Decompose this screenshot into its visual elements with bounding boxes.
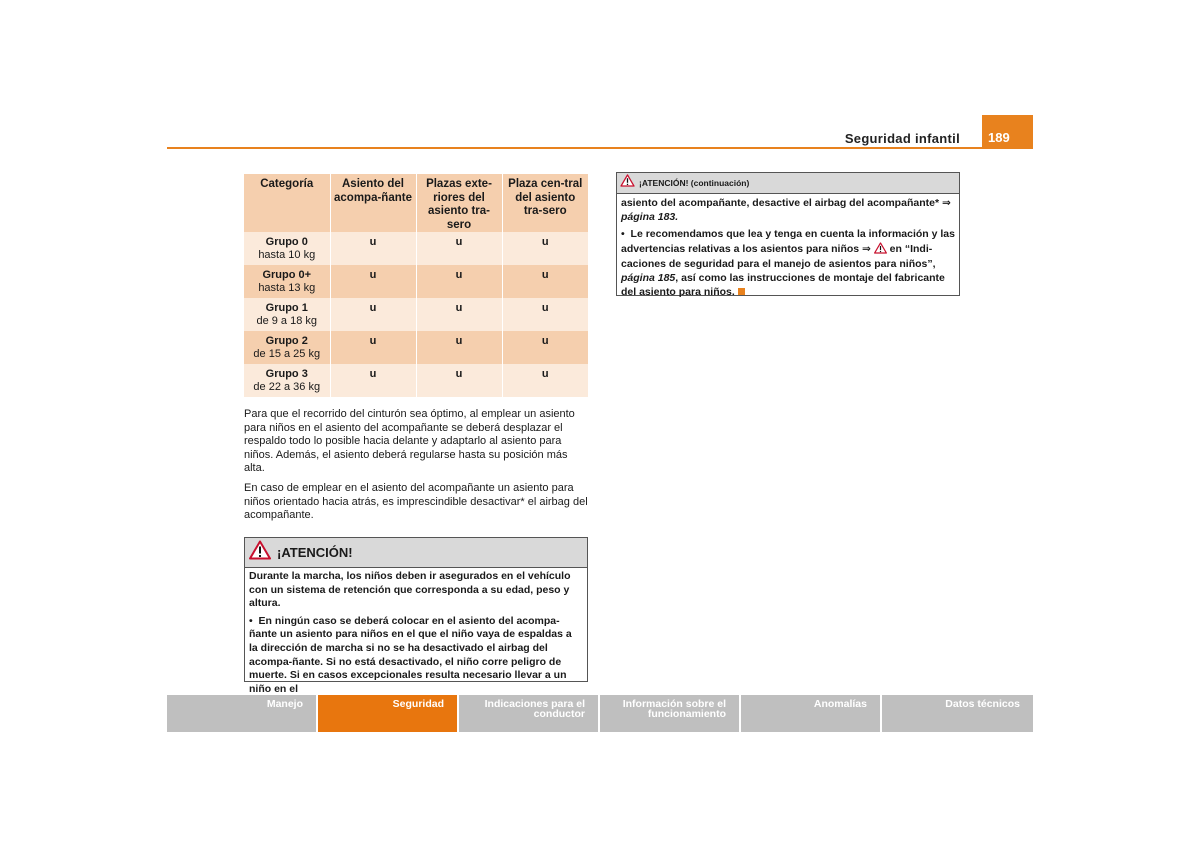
group-name: Grupo 0+ <box>262 269 312 281</box>
page-reference-link[interactable]: ⇒ página 183. <box>621 197 951 223</box>
table-cell-category <box>244 265 330 298</box>
warning-title: ¡ATENCIÓN! (continuación) <box>639 178 750 188</box>
child-seat-category-table <box>244 174 588 397</box>
table-row <box>244 331 588 364</box>
warning-text-part: asiento del acompañante, desactive el airbag del acompañante* <box>621 197 940 209</box>
group-weight: hasta 10 kg <box>258 249 316 261</box>
table-row <box>244 232 588 265</box>
table-cell-mark: u <box>502 265 588 298</box>
nav-tab-seguridad[interactable]: Seguridad <box>318 695 457 732</box>
group-name: Grupo 3 <box>265 368 308 380</box>
table-cell-mark: u <box>330 364 416 397</box>
section-title: Seguridad infantil <box>844 131 960 146</box>
table-row <box>244 265 588 298</box>
warning-text-part: , así como las instrucciones de montaje del fabricante del asiento para niños. <box>621 271 945 298</box>
nav-tab-manejo[interactable]: Manejo <box>167 695 316 732</box>
table-cell-mark: u <box>502 298 588 331</box>
table-cell-mark: u <box>416 298 502 331</box>
chapter-navigation <box>167 695 1033 732</box>
table-row <box>244 298 588 331</box>
table-cell-mark: u <box>502 331 588 364</box>
warning-text: En ningún caso se deberá colocar en el asiento del acompa-ñante un asiento para niños en el que el niño vaya de espaldas a la dirección de marcha si no se ha desactivado el airbag del acompa-ñante. Si no está desactivado, el niño corre peligro de muerte. Si en casos excepcionales resulta necesario llevar a un niño en el <box>249 614 572 695</box>
group-weight: de 9 a 18 kg <box>256 315 318 327</box>
table-cell-category <box>244 331 330 364</box>
table-row <box>244 364 588 397</box>
warning-header <box>245 538 587 568</box>
table-cell-category <box>244 364 330 397</box>
warning-triangle-icon <box>249 540 271 565</box>
warning-body <box>245 568 587 702</box>
table-cell-mark: u <box>416 232 502 265</box>
table-header-rear-outer: Plazas exte-riores del asiento tra-sero <box>416 174 502 232</box>
warning-box-continuation <box>616 172 960 296</box>
table-cell-category <box>244 232 330 265</box>
warning-box <box>244 537 588 695</box>
warning-header <box>617 173 959 194</box>
page-number: 189 <box>982 115 1033 149</box>
group-weight: de 15 a 25 kg <box>253 348 321 360</box>
table-cell-mark: u <box>416 364 502 397</box>
table-cell-mark: u <box>416 265 502 298</box>
group-weight: de 22 a 36 kg <box>253 381 321 393</box>
group-name: Grupo 1 <box>265 302 308 314</box>
table-cell-mark: u <box>502 232 588 265</box>
warning-text: Durante la marcha, los niños deben ir asegurados en el vehículo con un sistema de retención que corresponda a su edad, peso y altura. <box>249 570 571 610</box>
group-name: Grupo 2 <box>265 335 308 347</box>
header-divider <box>167 147 1033 149</box>
table-cell-mark: u <box>330 232 416 265</box>
warning-bullet-item <box>249 615 583 697</box>
warning-title: ¡ATENCIÓN! <box>277 545 353 560</box>
end-marker-icon <box>738 288 745 295</box>
page-reference-link[interactable]: página 185 <box>621 271 676 284</box>
table-cell-category <box>244 298 330 331</box>
table-cell-mark: u <box>502 364 588 397</box>
table-header-category: Categoría <box>244 174 330 232</box>
group-name: Grupo 0 <box>265 236 308 248</box>
bullet: • <box>249 614 253 627</box>
table-cell-mark: u <box>330 265 416 298</box>
table-cell-mark: u <box>330 298 416 331</box>
warning-bullet-item <box>621 228 955 299</box>
nav-tab-anomalias[interactable]: Anomalías <box>741 695 880 732</box>
warning-triangle-icon <box>874 242 887 259</box>
warning-text-part: en “Indi-caciones de seguridad para el manejo de asientos para niños”, <box>621 242 936 271</box>
table-header-rear-center: Plaza cen-tral del asiento tra-sero <box>502 174 588 232</box>
warning-body <box>617 194 959 306</box>
nav-tab-informacion[interactable]: Información sobre el funcionamiento <box>600 695 739 732</box>
table-header-front-passenger: Asiento del acompa-ñante <box>330 174 416 232</box>
warning-text-part: Le recomendamos que lea y tenga en cuenta la información y las advertencias relativas a los asientos para niños ⇒ <box>621 228 955 255</box>
bullet: • <box>621 228 625 241</box>
body-paragraph: Para que el recorrido del cinturón sea óptimo, al emplear un asiento para niños en el asiento del acompañante se deberá desplazar el respaldo todo lo posible hacia delante y adaptarlo al asiento para niños. Además, el asiento deberá regularse hasta su posición más alta. <box>244 408 575 475</box>
nav-tab-datos-tecnicos[interactable]: Datos técnicos <box>882 695 1033 732</box>
warning-triangle-icon <box>620 174 635 192</box>
warning-text <box>621 197 955 224</box>
table-cell-mark: u <box>330 331 416 364</box>
body-paragraph: En caso de emplear en el asiento del acompañante un asiento para niños orientado hacia atrás, es imprescindible desactivar* el airbag del acompañante. <box>244 482 588 522</box>
table-cell-mark: u <box>416 331 502 364</box>
nav-tab-indicaciones[interactable]: Indicaciones para el conductor <box>459 695 598 732</box>
group-weight: hasta 13 kg <box>258 282 316 294</box>
